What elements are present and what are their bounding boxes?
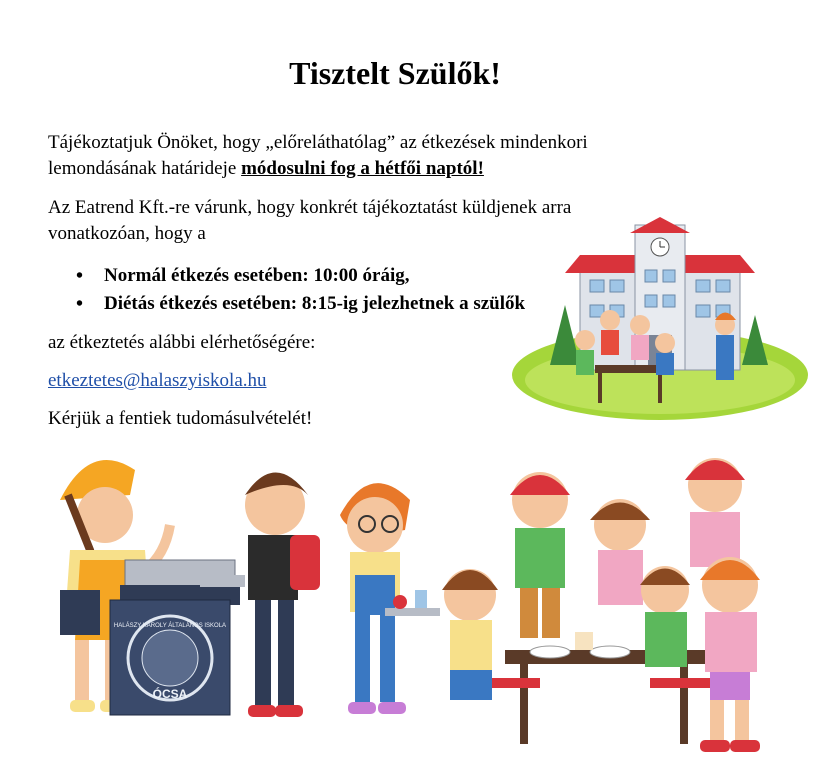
deadline-change-emphasis: módosulni fog a hétfői naptól! xyxy=(241,158,484,179)
cafeteria-illustration xyxy=(50,440,810,775)
list-item-normal: • Normál étkezés esetében: 10:00 óráig, xyxy=(48,262,525,290)
page-title: Tisztelt Szülők! xyxy=(289,55,501,91)
contact-intro: az étkeztetés alábbi elérhetőségére: xyxy=(48,332,316,353)
eatrend-paragraph: Az Eatrend Kft.-re várunk, hogy konkrét tájékoztatást küldjenek arra vonatkozóan, hogy a xyxy=(48,197,572,244)
intro-text: Tájékoztatjuk Önöket, hogy „előreláthatólag” az étkezések mindenkori lemondásának határideje xyxy=(48,132,588,179)
school-building-illustration xyxy=(510,215,815,425)
deadline-list xyxy=(48,262,525,318)
seal-town-text: ÓCSA xyxy=(152,687,188,701)
closing-text: Kérjük a fentiek tudomásulvételét! xyxy=(48,408,313,429)
intro-paragraph xyxy=(48,130,688,182)
seal-ring-text: HALÁSZY KÁROLY ÁLTALÁNOS ISKOLA xyxy=(113,623,227,629)
list-item-diet: • Diétás étkezés esetében: 8:15-ig jelezhetnek a szülők xyxy=(48,290,525,318)
email-link[interactable]: etkeztetes@halaszyiskola.hu xyxy=(48,370,267,391)
